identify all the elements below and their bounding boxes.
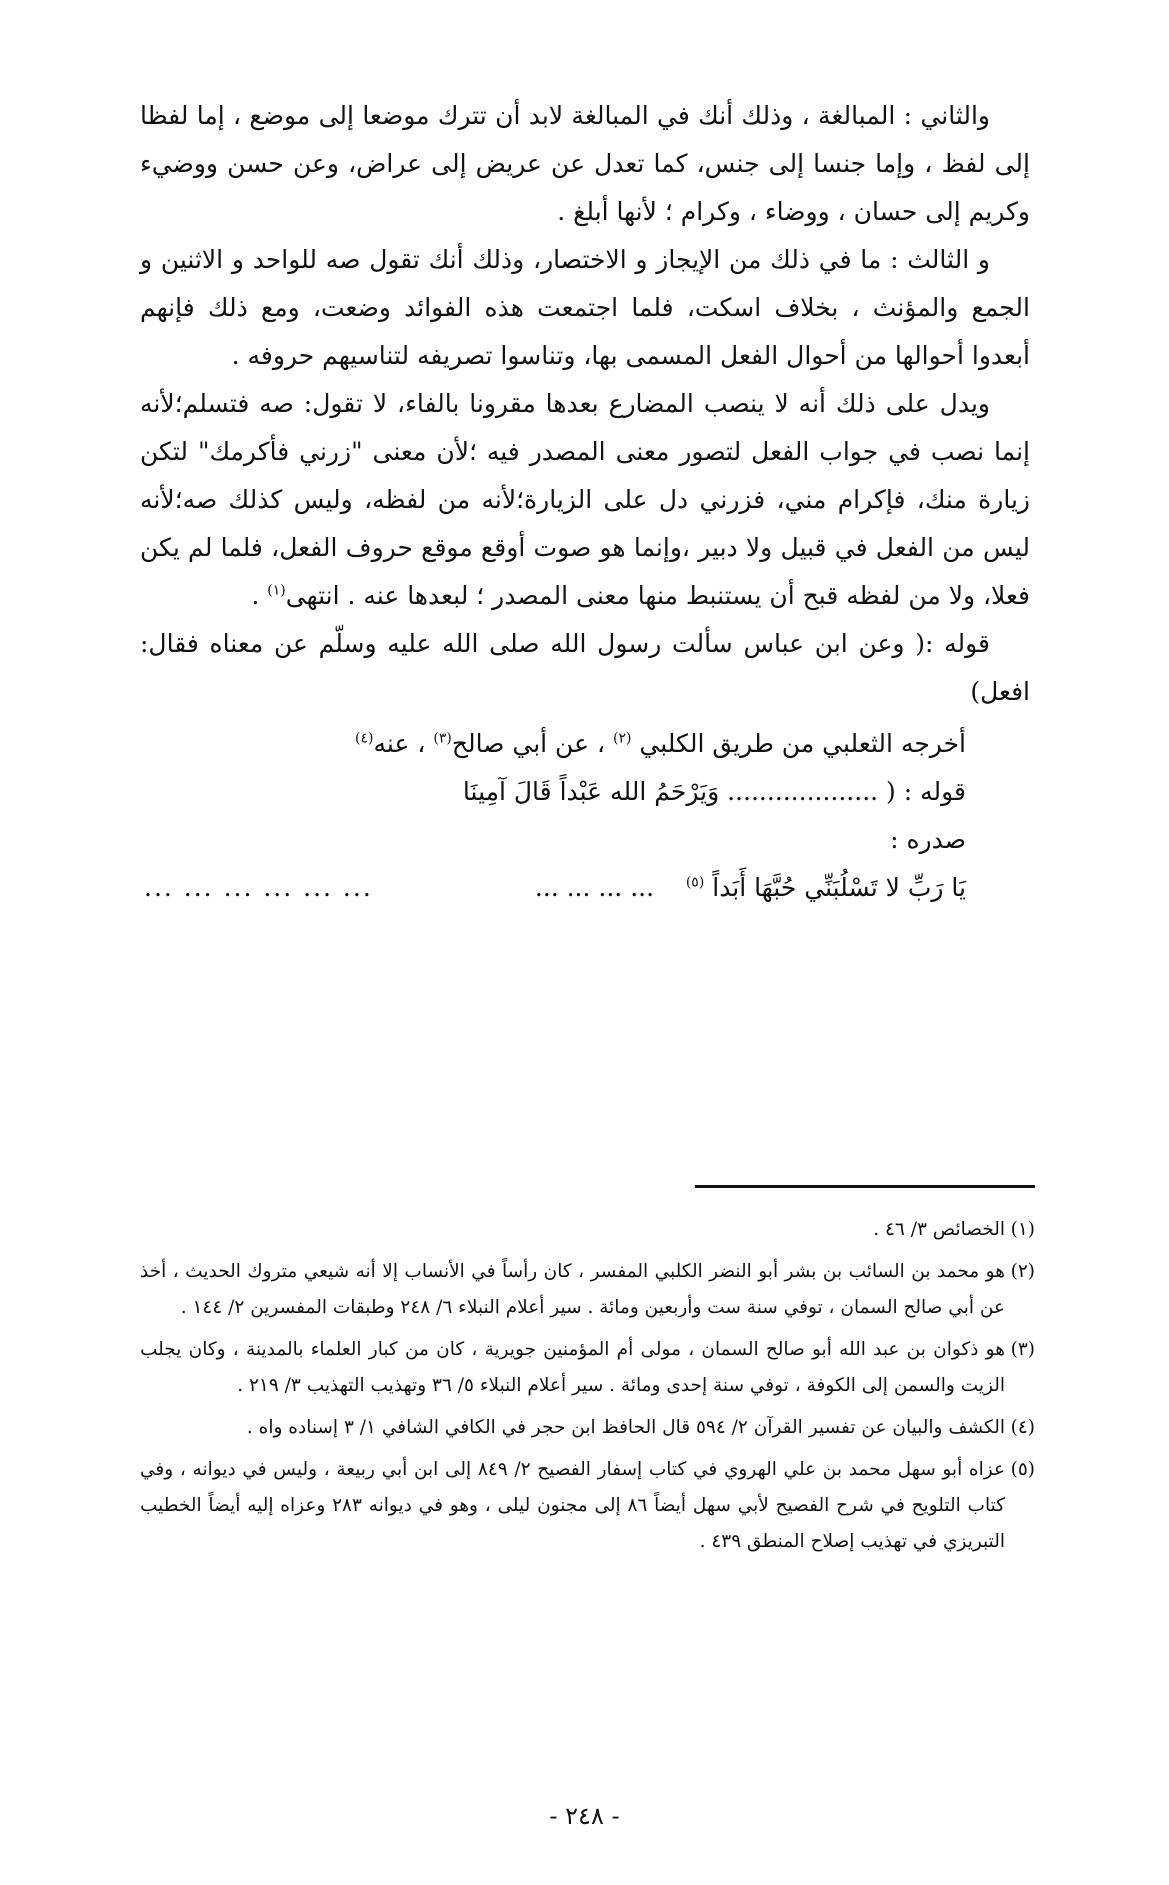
- sadr-label: صدره :: [890, 825, 966, 854]
- quote-line: قوله : ( ................... وَيَرْحَمُ الله عَبْداً قَالَ آمِينَا: [462, 777, 966, 806]
- paragraph-evidence-text: ويدل على ذلك أنه لا ينصب المضارع بعدها مقرونا بالفاء، لا تقول: صه فتسلم؛لأنه إنما نصب في جواب الفعل لتصور معنى المصدر فيه ؛لأن معنى "زرني فأكرمك" لتكن زيارة منك، فإكرام مني، فزرني دل على الزيارة؛لأنه من لفظه، وليس كذلك صه؛لأنه ليس من الفعل في قبيل ولا دبير ،وإنما هو صوت أوقع موقع حروف الفعل، فلما لم يكن فعلا، ولا من لفظه قبح أن يستنبط منها معنى المصدر ؛ لبعدها عنه . انتهى: [140, 389, 1030, 610]
- paragraph-mubalagha: والثاني : المبالغة ، وذلك أنك في المبالغة لابد أن تترك موضعا إلى موضع ، إما لفظا إلى لفظ ، وإما جنسا إلى جنس، كما تعدل عن عريض إلى عراض، وعن حسن ووضيء وكريم إلى حسان ، ووضاء ، وكرام ؛ لأنها أبلغ .: [140, 101, 1030, 226]
- citation-part-1: أخرجه الثعلبي من طريق الكلبي: [631, 729, 966, 758]
- verse-line: [140, 864, 1030, 912]
- citation-line: [140, 720, 1030, 768]
- footnote-ref-4[interactable]: (٤): [355, 730, 374, 747]
- verse-dots-2: ... ... ... ... ... ...: [144, 873, 373, 902]
- verse-first-hemistich: [535, 864, 966, 912]
- footnote-text: هو محمد بن السائب بن بشر أبو النضر الكلبي المفسر ، كان رأساً في الأنساب إلا أنه شيعي متروك الحديث ، أخذ عن أبي صالح السمان ، توفي سنة ست وأربعين ومائة . سير أعلام النبلاء ٦/ ٢٤٨ وطبقات المفسرين ٢/ ١٤٤ .: [140, 1261, 1005, 1318]
- footnote-ref-3[interactable]: (٣): [433, 730, 452, 747]
- footnote-number: (١): [1010, 1219, 1035, 1240]
- footnotes: [140, 1212, 1035, 1566]
- citation-part-3: ، عنه: [373, 729, 434, 758]
- main-text: [140, 92, 1030, 912]
- citation-part-2: ، عن أبي صالح: [451, 729, 613, 758]
- verse-dots-1: ... ... ... ...: [534, 873, 655, 902]
- footnote-1: [140, 1212, 1035, 1248]
- footnote-5: [140, 1452, 1035, 1560]
- footnote-text: الخصائص ٣/ ٤٦ .: [873, 1219, 1005, 1240]
- footnote-text: هو ذكوان بن عبد الله أبو صالح السمان ، مولى أم المؤمنين جويرية ، كان من كبار العلماء بالمدينة ، وكان يجلب الزيت والسمن إلى الكوفة ، توفي سنة إحدى ومائة . سير أعلام النبلاء ٥/ ٣٦ وتهذيب التهذيب ٣/ ٢١٩ .: [140, 1339, 1005, 1396]
- footnote-ref-1[interactable]: (١): [267, 582, 286, 599]
- paragraph-evidence-end: .: [251, 581, 268, 610]
- footnote-number: (٥): [1010, 1459, 1035, 1480]
- footnote-2: [140, 1254, 1035, 1326]
- footnote-text: الكشف والبيان عن تفسير القرآن ٢/ ٥٩٤ قال الحافظ ابن حجر في الكافي الشافي ١/ ٣ إسناده واه .: [246, 1417, 1005, 1438]
- footnote-text: عزاه أبو سهل محمد بن علي الهروي في كتاب إسفار الفصيح ٢/ ٨٤٩ إلى ابن أبي ربيعة ، وليس في ديوانه ، وفي كتاب التلويح في شرح الفصيح لأبي سهل أيضاً ٨٦ إلى مجنون ليلى ، وهو في ديوانه ٢٨٣ وعزاه إليه أيضاً الخطيب التبريزي في تهذيب إصلاح المنطق ٤٣٩ .: [140, 1459, 1005, 1552]
- footnote-separator: [695, 1185, 1035, 1188]
- footnote-3: [140, 1332, 1035, 1404]
- footnote-ref-5[interactable]: (٥): [685, 874, 705, 891]
- footnote-number: (٤): [1010, 1417, 1035, 1438]
- footnote-ref-2[interactable]: (٢): [612, 730, 632, 747]
- paragraph-ibn-abbas: قوله :( وعن ابن عباس سألت رسول الله صلى الله عليه وسلّم عن معناه فقال: افعل): [140, 629, 1030, 706]
- verse-text: يَا رَبِّ لا تَسْلُبَنِّي حُبَّهَا أَبَداً: [704, 873, 966, 902]
- footnote-4: [140, 1410, 1035, 1446]
- footnote-number: (٢): [1010, 1261, 1035, 1282]
- paragraph-ijaz: و الثالث : ما في ذلك من الإيجاز و الاختصار، وذلك أنك تقول صه للواحد و الاثنين و الجمع والمؤنث ، بخلاف اسكت، فلما اجتمعت هذه الفوائد وضعت، ومع ذلك فإنهم أبعدوا أحوالها من أحوال الفعل المسمى بها، وتناسوا تصريفه لتناسيهم حروفه .: [140, 245, 1030, 370]
- page-number: - ٢٤٨ -: [549, 1802, 620, 1830]
- footnote-number: (٣): [1010, 1339, 1035, 1360]
- paragraph-evidence: [140, 380, 1030, 620]
